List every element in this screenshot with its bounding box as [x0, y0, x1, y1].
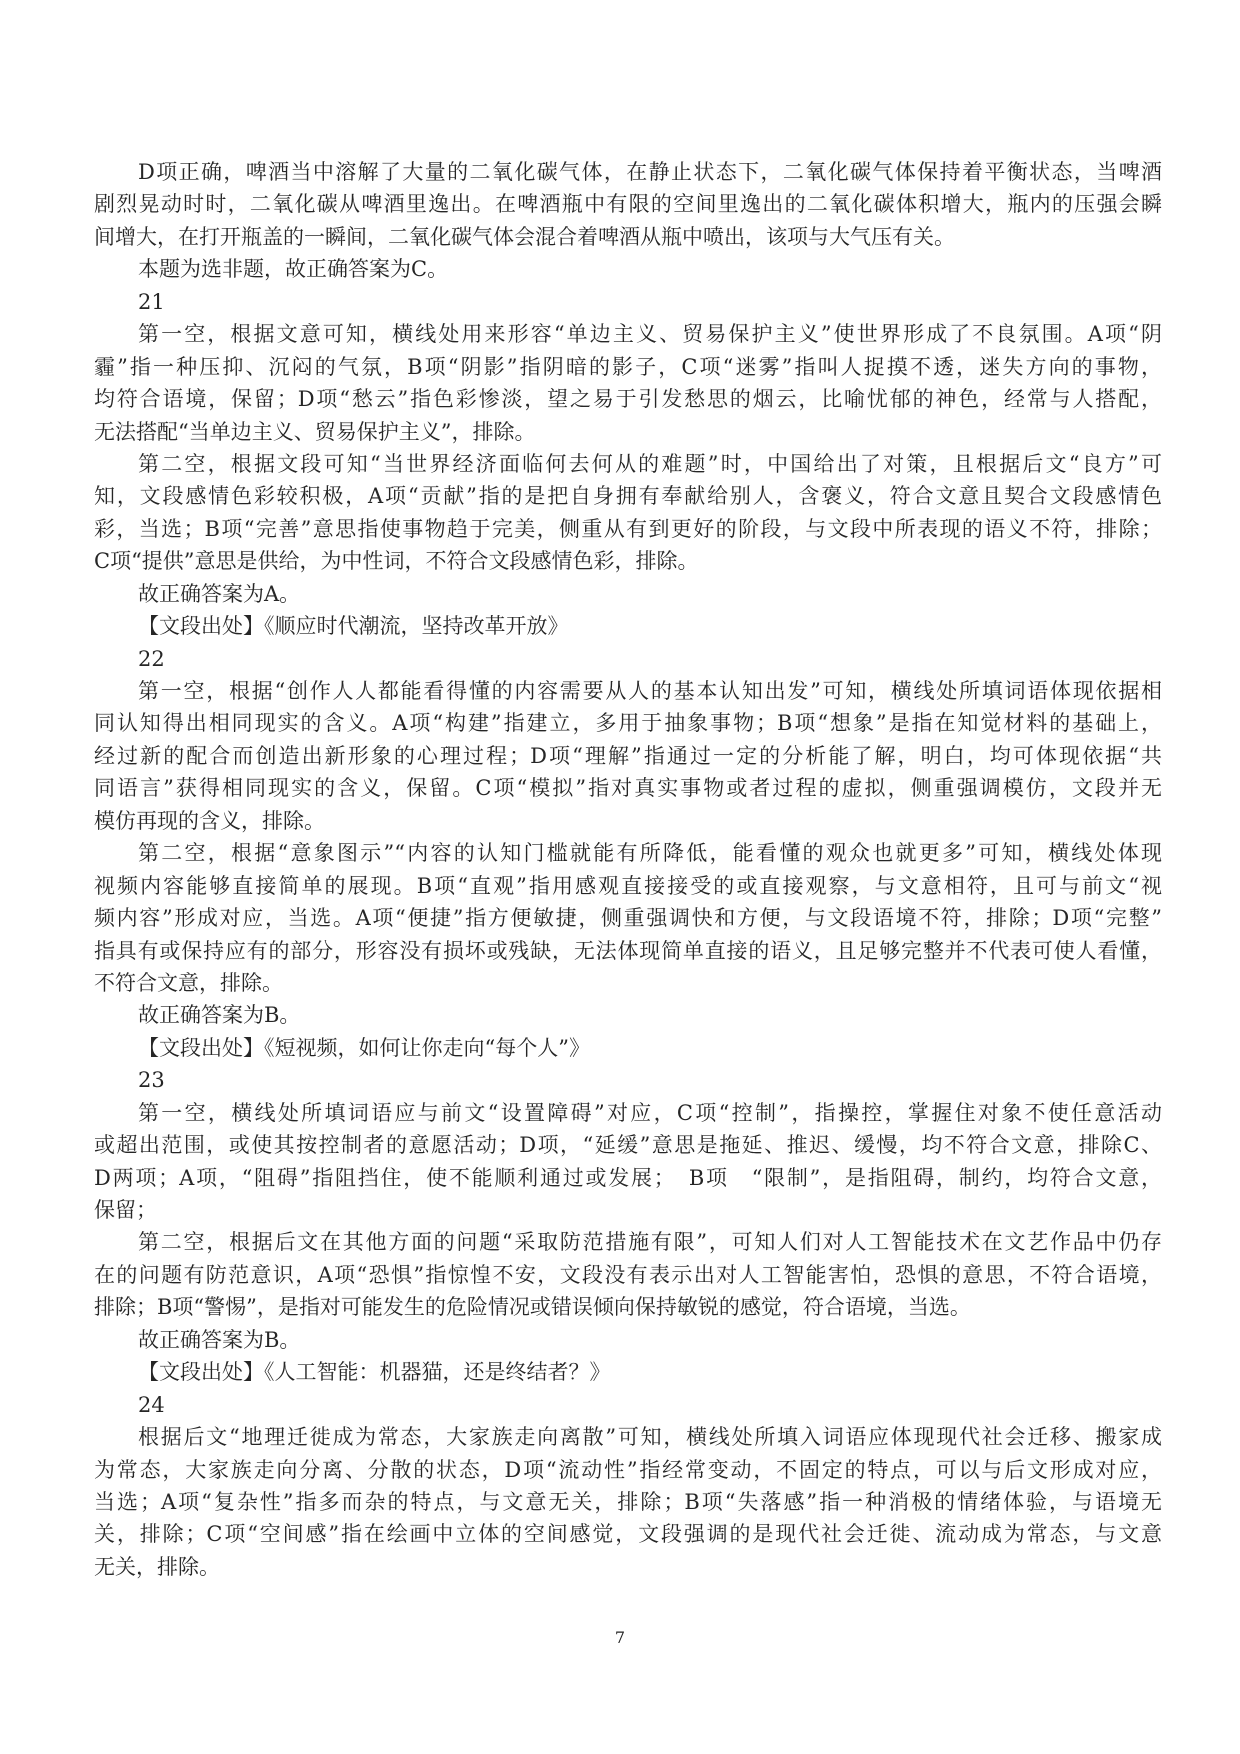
text-line: 故正确答案为B。	[138, 1003, 301, 1028]
text-line: 排除；B项“警惕”，是指对可能发生的危险情况或错误倾向保持敏锐的感觉，符合语境，当选。	[94, 1295, 971, 1320]
text-line: 第一空，横线处所填词语应与前文“设置障碍”对应，C项“控制”，指操控，掌握住对象不使任意活动	[138, 1100, 1162, 1125]
text-line: 本题为选非题，故正确答案为C。	[138, 257, 449, 282]
text-line: 频内容”形成对应，当选。A项“便捷”指方便敏捷，侧重强调快和方便，与文段语境不符，排除；D项“完整”	[94, 906, 1162, 931]
text-line: 均符合语境，保留；D项“愁云”指色彩惨淡，望之易于引发愁思的烟云，比喻忧郁的神色，经常与人搭配，	[94, 387, 1162, 412]
text-line: 关，排除；C项“空间感”指在绘画中立体的空间感觉，文段强调的是现代社会迁徙、流动成为常态，与文意	[94, 1522, 1162, 1547]
text-line: 或超出范围，或使其按控制者的意愿活动；D项，“延缓”意思是拖延、推迟、缓慢，均不符合文意，排除C、	[94, 1133, 1162, 1158]
text-line: 同认知得出相同现实的含义。A项“构建”指建立，多用于抽象事物；B项“想象”是指在知觉材料的基础上，	[94, 711, 1162, 736]
text-line: 彩，当选；B项“完善”意思指使事物趋于完美，侧重从有到更好的阶段，与文段中所表现的语义不符，排除；	[94, 516, 1162, 541]
text-line: 第一空，根据文意可知，横线处用来形容“单边主义、贸易保护主义”使世界形成了不良氛围。A项“阴	[138, 322, 1162, 347]
question-number: 22	[138, 646, 165, 671]
text-line: 经过新的配合而创造出新形象的心理过程；D项“理解”指通过一定的分析能了解，明白，均可体现依据“共	[94, 743, 1162, 768]
text-line: 第二空，根据后文在其他方面的问题“采取防范措施有限”，可知人们对人工智能技术在文艺作品中仍存	[138, 1230, 1162, 1255]
text-line: 同语言”获得相同现实的含义，保留。C项“模拟”指对真实事物或者过程的虚拟，侧重强调模仿，文段并无	[94, 776, 1162, 801]
text-line: 指具有或保持应有的部分，形容没有损坏或残缺，无法体现简单直接的语义，且足够完整并不代表可使人看懂，	[94, 938, 1162, 963]
text-line: 故正确答案为A。	[138, 581, 301, 606]
passage-source: 【文段出处】《顺应时代潮流，坚持改革开放》	[138, 614, 569, 639]
text-line: 无关，排除。	[94, 1554, 220, 1579]
text-line: 第一空，根据“创作人人都能看得懂的内容需要从人的基本认知出发”可知，横线处所填词语体现依据相	[138, 679, 1162, 703]
text-line: 间增大，在打开瓶盖的一瞬间，二氧化碳气体会混合着啤酒从瓶中喷出，该项与大气压有关。	[94, 224, 955, 249]
text-line: D项正确，啤酒当中溶解了大量的二氧化碳气体，在静止状态下，二氧化碳气体保持着平衡状态，当啤酒	[138, 160, 1162, 184]
text-line: 霾”指一种压抑、沉闷的气氛，B项“阴影”指阴暗的影子，C项“迷雾”指叫人捉摸不透，迷失方向的事物，	[94, 354, 1162, 379]
question-number: 21	[138, 289, 165, 314]
text-line: 视频内容能够直接简单的展现。B项“直观”指用感观直接接受的或直接观察，与文意相符，且可与前文“视	[94, 873, 1162, 898]
text-line: 不符合文意，排除。	[94, 970, 283, 995]
text-line: 第二空，根据文段可知“当世界经济面临何去何从的难题”时，中国给出了对策，且根据后文“良方”可	[138, 451, 1162, 476]
text-line: 模仿再现的含义，排除。	[94, 808, 325, 833]
text-line: 故正确答案为B。	[138, 1327, 301, 1352]
text-line: 在的问题有防范意识，A项“恐惧”指惊惶不安，文段没有表示出对人工智能害怕，恐惧的意思，不符合语境，	[94, 1262, 1162, 1287]
page-number: 7	[614, 1628, 626, 1647]
answer-explanation-text	[94, 156, 1162, 1583]
text-line: 保留；	[94, 1198, 157, 1222]
passage-source: 【文段出处】《短视频，如何让你走向“每个人”》	[138, 1035, 590, 1060]
text-line: 无法搭配“当单边主义、贸易保护主义”，排除。	[94, 419, 536, 444]
text-line: 知，文段感情色彩较积极，A项“贡献”指的是把自身拥有奉献给别人，含褒义，符合文意且契合文段感情色	[94, 484, 1162, 509]
text-line: 第二空，根据“意象图示”“内容的认知门槛就能有所降低，能看懂的观众也就更多”可知，横线处体现	[138, 841, 1162, 866]
question-number: 24	[138, 1392, 165, 1417]
text-line: D两项；A项，“阻碍”指阻挡住，使不能顺利通过或发展； B项 “限制”，是指阻碍，制约，均符合文意，	[94, 1165, 1162, 1190]
text-line: 当选；A项“复杂性”指多而杂的特点，与文意无关，排除；B项“失落感”指一种消极的情绪体验，与语境无	[94, 1489, 1162, 1514]
text-line: C项“提供”意思是供给，为中性词，不符合文段感情色彩，排除。	[94, 549, 699, 574]
passage-source: 【文段出处】《人工智能：机器猫，还是终结者？》	[138, 1360, 611, 1385]
text-line: 为常态，大家族走向分离、分散的状态，D项“流动性”指经常变动，不固定的特点，可以与后文形成对应，	[94, 1457, 1162, 1482]
question-number: 23	[138, 1068, 165, 1093]
text-line: 根据后文“地理迁徙成为常态，大家族走向离散”可知，横线处所填入词语应体现现代社会迁移、搬家成	[138, 1425, 1162, 1450]
text-line: 剧烈晃动时时，二氧化碳从啤酒里逸出。在啤酒瓶中有限的空间里逸出的二氧化碳体积增大，瓶内的压强会瞬	[94, 192, 1162, 217]
